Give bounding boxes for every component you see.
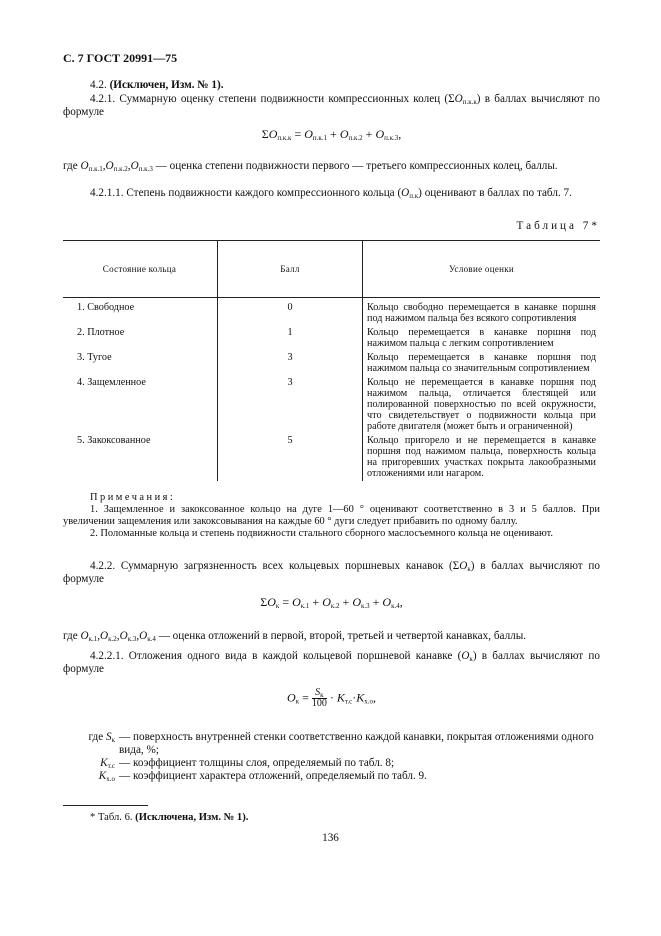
clause-number: 4.2. <box>90 79 107 91</box>
paragraph-4-2-2: 4.2.2. Суммарную загрязненность всех кольцевых поршневых канавок $(\Sigma O_к)$ в баллах вычисляют по формуле <box>63 560 600 585</box>
cell-condition: Кольцо перемещается в канавке поршня под нажимом пальца со значительным сопротивлением <box>363 351 601 376</box>
notes-title: Примечания: <box>90 492 176 503</box>
formula-sum-mobility: $\Sigma O_{п.к.к} = O_{п.к.1} + O_{п.к.2} + O_{п.к.3}$, <box>261 127 402 142</box>
column-header-condition: Условие оценки <box>363 241 601 298</box>
paragraph-4-2-1-1: 4.2.1.1. Степень подвижности каждого компрессионного кольца $(O_{п.к})$ оценивают в баллах по табл. 7. <box>90 187 572 200</box>
cell-state: 4. Защемленное <box>77 377 146 388</box>
column-header-score: Балл <box>218 241 363 298</box>
definitions-list <box>63 731 600 783</box>
table-row <box>63 376 600 434</box>
definition-item: где $S_к$ — поверхность внутренней стенки соответственно каждой канавки, покрытая отложениями одного вида, %; <box>88 731 594 756</box>
clause-excluded-note: (Исключен, Изм. № 1). <box>109 79 224 91</box>
table-caption: Таблица 7* <box>516 220 600 232</box>
table-row <box>63 434 600 481</box>
column-header-state: Состояние кольца <box>63 241 218 298</box>
cell-score: 0 <box>218 298 363 327</box>
cell-score: 1 <box>218 326 363 351</box>
note-2: 2. Поломанные кольца и степень подвижности стального сборного маслосъемного кольца не оценивают. <box>90 528 553 539</box>
definition-item: $K_{х.о}$ — коэффициент характера отложений, определяемый по табл. 9. <box>98 770 427 783</box>
formula-deposit-score: $O_к$ = $S_к$ 100 · $K_{т.с}\cdot K_{х.о}$, <box>286 687 377 709</box>
cell-condition: Кольцо не перемещается в канавке поршня под нажимом пальца, отличается блестящей или полированной поверхностью по всей окружности, что свидетельствует о подвижности кольца при работе двигателя (может быть и ограниченной) <box>363 376 601 434</box>
paragraph-4-2-1: 4.2.1. Суммарную оценку степени подвижности компрессионных колец $(\Sigma O_{п.к.к})$ в баллах вычисляют по формуле <box>63 93 600 118</box>
notes-block <box>63 492 600 540</box>
definition-item: $K_{т.с}$ — коэффициент толщины слоя, определяемый по табл. 8; <box>100 757 395 770</box>
table-7 <box>63 240 600 481</box>
cell-condition: Кольцо свободно перемещается в канавке поршня под нажимом пальца без всякого сопротивления <box>363 298 601 327</box>
cell-state: 3. Тугое <box>77 352 112 363</box>
cell-score: 3 <box>218 376 363 434</box>
table-row <box>63 326 600 351</box>
note-1: 1. Защемленное и закоксованное кольцо на дуге 1—60 ° оценивают соответственно в 3 и 5 баллов. При увеличении защемления или закоксовывания на каждые 60 ° дуги следует прибавить по одному баллу. <box>63 504 600 527</box>
cell-score: 5 <box>218 434 363 481</box>
cell-state: 5. Закоксованное <box>77 435 151 446</box>
table-row <box>63 351 600 376</box>
cell-score: 3 <box>218 351 363 376</box>
cell-condition: Кольцо перемещается в канавке поршня под нажимом пальца с легким сопротивлением <box>363 326 601 351</box>
cell-state: 1. Свободное <box>77 302 135 313</box>
formula-1-legend: где $O_{п.к.1},O_{п.к.2},O_{п.к.3}$ — оценка степени подвижности первого — третьего компрессионных колец, баллы. <box>63 160 558 173</box>
formula-sum-deposits: $\Sigma O_к = O_{к.1} + O_{к.2} + O_{к.3} + O_{к.4}$, <box>260 595 403 610</box>
cell-state: 2. Плотное <box>77 327 125 338</box>
paragraph-4-2-2-1: 4.2.2.1. Отложения одного вида в каждой кольцевой поршневой канавке $(O_к)$ в баллах вычисляют по формуле <box>63 650 600 675</box>
table-row <box>63 298 600 327</box>
formula-2-legend: где $O_{к.1},O_{к.2},O_{к.3},O_{к.4}$ — оценка отложений в первой, второй, третьей и четвертой канавках, баллы. <box>63 630 527 643</box>
footnote-separator <box>63 805 148 806</box>
page-number: 136 <box>322 832 339 844</box>
document-header: С. 7 ГОСТ 20991—75 <box>63 51 178 65</box>
fraction: $S_к$ 100 <box>311 687 327 709</box>
cell-condition: Кольцо пригорело и не перемещается в канавке поршня под нажимом пальца, поверхность кольца на пригоревших участках покрыта лакообразными отложениями или нагаром. <box>363 434 601 481</box>
paragraph-4-2 <box>63 79 600 92</box>
footnote: * Табл. 6. (Исключена, Изм. № 1). <box>90 812 249 823</box>
